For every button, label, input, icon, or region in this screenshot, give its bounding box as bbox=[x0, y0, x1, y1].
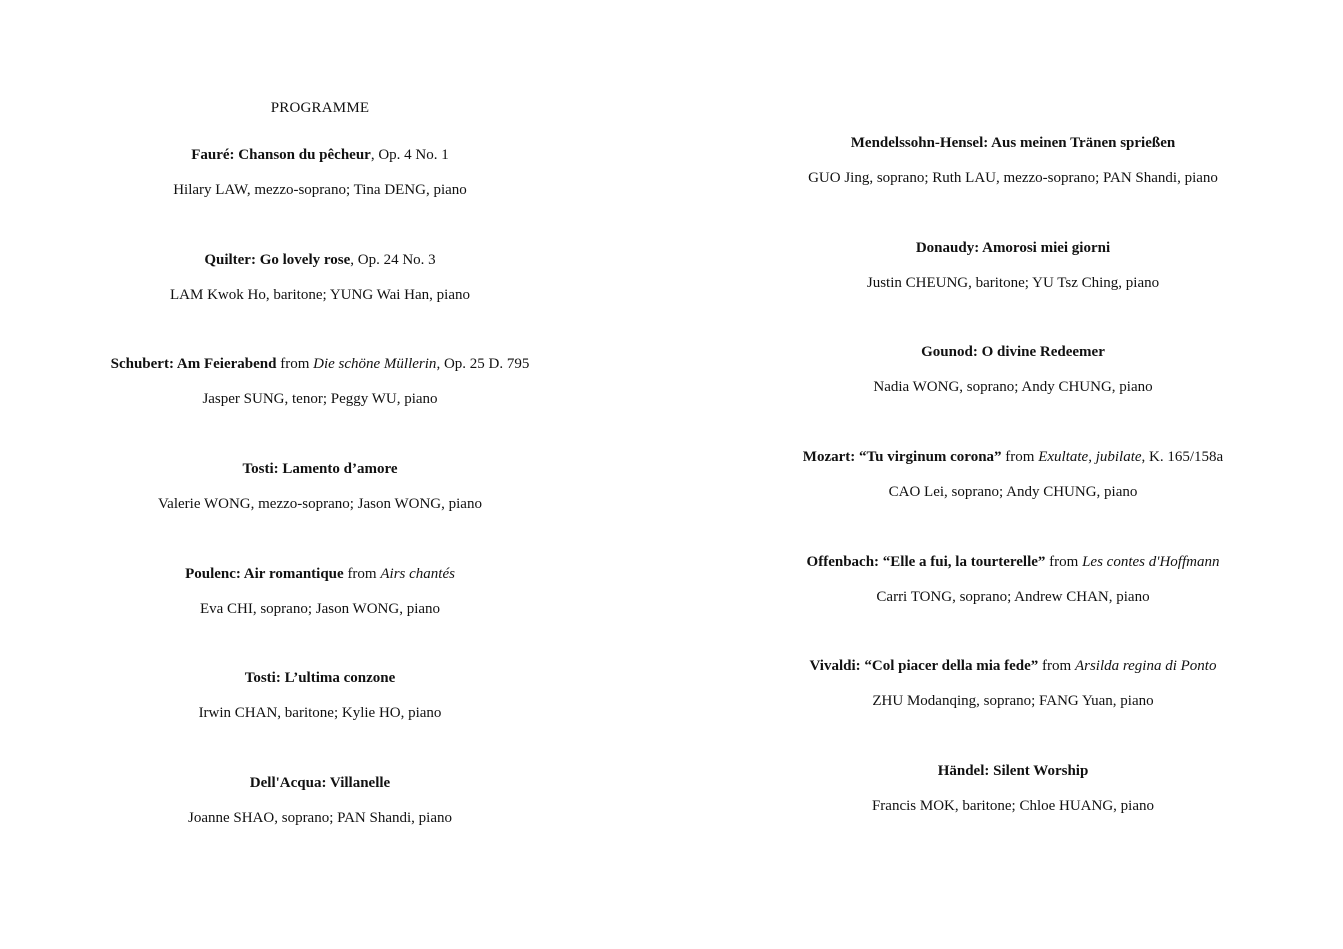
programme-item bbox=[713, 132, 1313, 237]
performers-line: Jasper SUNG, tenor; Peggy WU, piano bbox=[202, 391, 438, 408]
work-title bbox=[713, 132, 1313, 154]
performers-line: Irwin CHAN, baritone; Kylie HO, piano bbox=[198, 705, 442, 722]
work-title bbox=[713, 237, 1313, 259]
composer-and-work: Händel: Silent Worship bbox=[937, 763, 1089, 780]
work-detail: , Op. 24 No. 3 bbox=[350, 251, 436, 268]
performers-line: Joanne SHAO, soprano; PAN Shandi, piano bbox=[187, 810, 453, 827]
work-source-title: Les contes d'Hoffmann bbox=[1082, 553, 1220, 570]
programme-item bbox=[20, 772, 620, 877]
programme-left-column bbox=[20, 97, 620, 877]
programme-item bbox=[20, 353, 620, 458]
programme-item bbox=[20, 458, 620, 563]
work-title bbox=[713, 655, 1313, 677]
programme-list-right bbox=[713, 132, 1313, 865]
performers-line: Eva CHI, soprano; Jason WONG, piano bbox=[199, 600, 441, 617]
composer-and-work: Schubert: Am Feierabend bbox=[110, 356, 277, 373]
work-source-title: Airs chantés bbox=[380, 565, 455, 582]
composer-and-work: Donaudy: Amorosi miei giorni bbox=[915, 239, 1111, 256]
composer-and-work: Tosti: Lamento d’amore bbox=[242, 461, 398, 478]
performers-line: LAM Kwok Ho, baritone; YUNG Wai Han, piano bbox=[170, 286, 470, 303]
work-title bbox=[20, 353, 620, 375]
work-detail: from bbox=[276, 356, 314, 373]
composer-and-work: Offenbach: “Elle a fui, la tourterelle” bbox=[806, 553, 1046, 570]
programme-item bbox=[20, 667, 620, 772]
work-source-title: Arsilda regina di Ponto bbox=[1074, 658, 1217, 675]
composer-and-work: Gounod: O divine Redeemer bbox=[921, 344, 1105, 361]
composer-and-work: Mendelssohn-Hensel: Aus meinen Tränen sprießen bbox=[850, 135, 1176, 151]
performers-line: Nadia WONG, soprano; Andy CHUNG, piano bbox=[873, 379, 1153, 396]
programme-item bbox=[713, 551, 1313, 656]
programme-list-left bbox=[20, 144, 620, 877]
performers-line: Francis MOK, baritone; Chloe HUANG, piano bbox=[871, 798, 1155, 815]
performers-line: GUO Jing, soprano; Ruth LAU, mezzo-soprano; PAN Shandi, piano bbox=[808, 170, 1218, 186]
programme-item bbox=[713, 446, 1313, 551]
work-source-title: Exultate, jubilate bbox=[1038, 449, 1142, 466]
work-detail: , K. 165/158a bbox=[1141, 449, 1224, 466]
work-detail: from bbox=[1045, 553, 1083, 570]
work-source-title: Die schöne Müllerin bbox=[313, 356, 437, 373]
composer-and-work: Vivaldi: “Col piacer della mia fede” bbox=[809, 658, 1039, 675]
work-detail: , Op. 25 D. 795 bbox=[436, 356, 530, 373]
work-title bbox=[20, 249, 620, 271]
work-title bbox=[20, 667, 620, 689]
programme-right-column bbox=[713, 132, 1313, 865]
programme-item bbox=[713, 655, 1313, 760]
work-title bbox=[713, 760, 1313, 782]
work-title bbox=[713, 446, 1313, 468]
work-detail: from bbox=[1038, 658, 1075, 675]
work-detail: from bbox=[343, 565, 381, 582]
performers-line: ZHU Modanqing, soprano; FANG Yuan, piano bbox=[872, 693, 1154, 710]
performers-line: Justin CHEUNG, baritone; YU Tsz Ching, piano bbox=[866, 274, 1160, 291]
programme-item bbox=[713, 341, 1313, 446]
composer-and-work: Dell'Acqua: Villanelle bbox=[249, 775, 391, 792]
programme-item bbox=[713, 760, 1313, 865]
work-title bbox=[20, 458, 620, 480]
composer-and-work: Tosti: L’ultima conzone bbox=[244, 670, 396, 687]
work-title bbox=[713, 551, 1313, 573]
programme-title: PROGRAMME bbox=[270, 100, 370, 116]
composer-and-work: Quilter: Go lovely rose bbox=[204, 251, 351, 268]
performers-line: Carri TONG, soprano; Andrew CHAN, piano bbox=[876, 588, 1150, 605]
performers-line: Valerie WONG, mezzo-soprano; Jason WONG, piano bbox=[158, 496, 482, 513]
programme-item bbox=[713, 237, 1313, 342]
work-title bbox=[20, 563, 620, 585]
work-title bbox=[20, 772, 620, 794]
programme-item bbox=[20, 144, 620, 249]
work-detail: from bbox=[1001, 449, 1039, 466]
work-detail: , Op. 4 No. 1 bbox=[370, 147, 449, 163]
programme-item bbox=[20, 249, 620, 354]
work-title bbox=[713, 341, 1313, 363]
composer-and-work: Fauré: Chanson du pêcheur bbox=[191, 147, 371, 163]
programme-item bbox=[20, 563, 620, 668]
performers-line: CAO Lei, soprano; Andy CHUNG, piano bbox=[888, 484, 1138, 501]
composer-and-work: Poulenc: Air romantique bbox=[185, 565, 344, 582]
composer-and-work: Mozart: “Tu virginum corona” bbox=[802, 449, 1002, 466]
performers-line: Hilary LAW, mezzo-soprano; Tina DENG, piano bbox=[173, 182, 467, 198]
work-title bbox=[20, 144, 620, 166]
